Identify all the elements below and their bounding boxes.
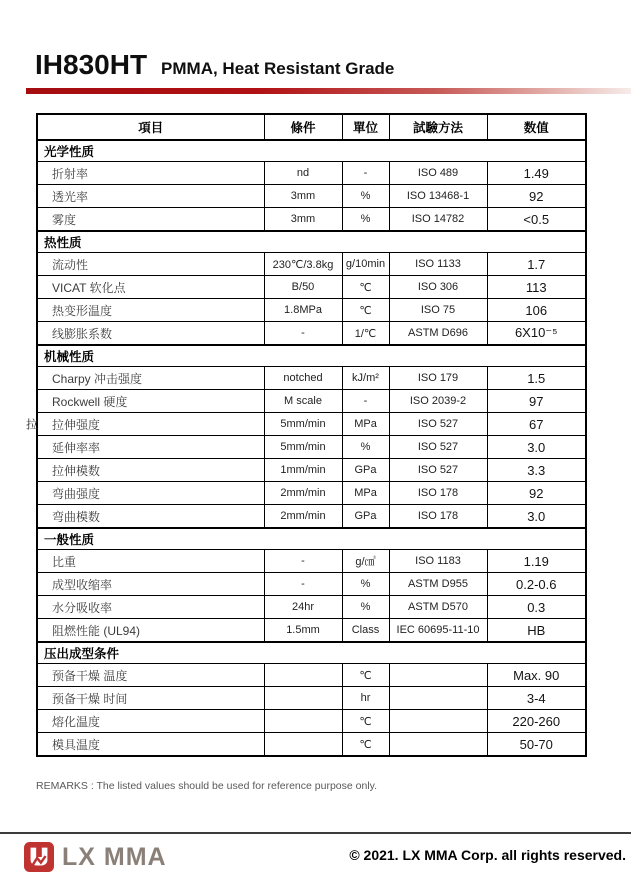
cell-method: ISO 75 bbox=[389, 299, 487, 322]
cell-item: 透光率 bbox=[37, 185, 264, 208]
cell-cond: - bbox=[264, 550, 342, 573]
table-row bbox=[37, 208, 586, 232]
section-title: 压出成型条件 bbox=[37, 642, 586, 664]
table-row bbox=[37, 276, 586, 299]
cell-cond: 2mm/min bbox=[264, 505, 342, 529]
cell-unit: hr bbox=[342, 687, 389, 710]
section-row bbox=[37, 140, 586, 162]
company-logo bbox=[24, 842, 167, 872]
cell-method: ISO 1133 bbox=[389, 253, 487, 276]
cell-method bbox=[389, 710, 487, 733]
cell-value: 0.3 bbox=[487, 596, 586, 619]
section-row bbox=[37, 528, 586, 550]
cell-unit: 1/℃ bbox=[342, 322, 389, 346]
grade-name: IH830HT bbox=[35, 49, 148, 80]
cell-item: 比重 bbox=[37, 550, 264, 573]
table-row bbox=[37, 505, 586, 529]
cell-cond: M scale bbox=[264, 390, 342, 413]
cell-unit: GPa bbox=[342, 505, 389, 529]
section-row bbox=[37, 642, 586, 664]
table-row bbox=[37, 367, 586, 390]
cell-value: 92 bbox=[487, 482, 586, 505]
section-row bbox=[37, 231, 586, 253]
cell-value: 3.0 bbox=[487, 436, 586, 459]
cell-unit: % bbox=[342, 596, 389, 619]
table-row bbox=[37, 185, 586, 208]
cell-unit: % bbox=[342, 436, 389, 459]
table-row bbox=[37, 596, 586, 619]
cell-value: HB bbox=[487, 619, 586, 643]
cell-cond: 230℃/3.8kg bbox=[264, 253, 342, 276]
cell-method: ISO 178 bbox=[389, 505, 487, 529]
table-row bbox=[37, 322, 586, 346]
cell-cond: 3mm bbox=[264, 185, 342, 208]
column-header-1: 條件 bbox=[264, 114, 342, 140]
page-title bbox=[35, 49, 394, 81]
copyright-text: © 2021. LX MMA Corp. all rights reserved. bbox=[349, 847, 626, 863]
cell-value: 1.49 bbox=[487, 162, 586, 185]
cell-unit: % bbox=[342, 185, 389, 208]
cell-item: 弯曲强度 bbox=[37, 482, 264, 505]
cell-value: 1.5 bbox=[487, 367, 586, 390]
cell-cond: 1mm/min bbox=[264, 459, 342, 482]
cell-cond: 3mm bbox=[264, 208, 342, 232]
cell-value: <0.5 bbox=[487, 208, 586, 232]
cell-cond: 5mm/min bbox=[264, 413, 342, 436]
cell-value: 92 bbox=[487, 185, 586, 208]
cell-value: 3.3 bbox=[487, 459, 586, 482]
cell-method: ISO 178 bbox=[389, 482, 487, 505]
table-row bbox=[37, 390, 586, 413]
cell-cond: nd bbox=[264, 162, 342, 185]
table-row bbox=[37, 573, 586, 596]
section-row bbox=[37, 345, 586, 367]
cell-cond bbox=[264, 664, 342, 687]
cell-method: IEC 60695-11-10 bbox=[389, 619, 487, 643]
section-title: 机械性质 bbox=[37, 345, 586, 367]
cell-unit: GPa bbox=[342, 459, 389, 482]
table-row bbox=[37, 253, 586, 276]
cell-item: 延伸率率 bbox=[37, 436, 264, 459]
cell-value: 3-4 bbox=[487, 687, 586, 710]
cell-method bbox=[389, 733, 487, 757]
cell-value: 97 bbox=[487, 390, 586, 413]
cell-method: ISO 14782 bbox=[389, 208, 487, 232]
cell-item: 阻燃性能 (UL94) bbox=[37, 619, 264, 643]
cell-item: 热变形温度 bbox=[37, 299, 264, 322]
cell-method: ISO 489 bbox=[389, 162, 487, 185]
cell-method: ISO 527 bbox=[389, 436, 487, 459]
table-header-row bbox=[37, 114, 586, 140]
cell-cond: 1.5mm bbox=[264, 619, 342, 643]
cell-method: ASTM D570 bbox=[389, 596, 487, 619]
cell-cond bbox=[264, 733, 342, 757]
section-title: 一般性质 bbox=[37, 528, 586, 550]
cell-method: ISO 527 bbox=[389, 413, 487, 436]
cell-cond: notched bbox=[264, 367, 342, 390]
cell-value: 3.0 bbox=[487, 505, 586, 529]
cell-method bbox=[389, 664, 487, 687]
lx-logo-icon bbox=[24, 842, 54, 872]
cell-cond: 5mm/min bbox=[264, 436, 342, 459]
cell-cond: - bbox=[264, 322, 342, 346]
section-title: 光学性质 bbox=[37, 140, 586, 162]
cell-cond: 2mm/min bbox=[264, 482, 342, 505]
table-row bbox=[37, 482, 586, 505]
cell-value: 50-70 bbox=[487, 733, 586, 757]
table-row bbox=[37, 162, 586, 185]
cell-item: 预备干燥 温度 bbox=[37, 664, 264, 687]
cell-unit: ℃ bbox=[342, 664, 389, 687]
table-row bbox=[37, 687, 586, 710]
table-row bbox=[37, 413, 586, 436]
table-row bbox=[37, 710, 586, 733]
cell-unit: - bbox=[342, 390, 389, 413]
cell-value: 220-260 bbox=[487, 710, 586, 733]
cell-value: 1.7 bbox=[487, 253, 586, 276]
column-header-4: 数值 bbox=[487, 114, 586, 140]
cell-cond bbox=[264, 687, 342, 710]
cell-cond: 1.8MPa bbox=[264, 299, 342, 322]
cell-item: 熔化温度 bbox=[37, 710, 264, 733]
table-row bbox=[37, 619, 586, 643]
cell-method: ISO 306 bbox=[389, 276, 487, 299]
cell-item: 拉伸模数 bbox=[37, 459, 264, 482]
cell-unit: % bbox=[342, 208, 389, 232]
footer-divider bbox=[0, 832, 631, 834]
cell-unit: ℃ bbox=[342, 733, 389, 757]
column-header-3: 試驗方法 bbox=[389, 114, 487, 140]
cell-method: ISO 1183 bbox=[389, 550, 487, 573]
cell-item: 拉 拉伸强度 bbox=[37, 413, 264, 436]
table-row bbox=[37, 299, 586, 322]
table-row bbox=[37, 459, 586, 482]
cell-unit: MPa bbox=[342, 482, 389, 505]
cell-unit: ℃ bbox=[342, 299, 389, 322]
cell-value: 0.2-0.6 bbox=[487, 573, 586, 596]
table-row bbox=[37, 664, 586, 687]
remarks-text: REMARKS : The listed values should be used for reference purpose only. bbox=[36, 780, 378, 792]
column-header-2: 單位 bbox=[342, 114, 389, 140]
cell-value: 1.19 bbox=[487, 550, 586, 573]
cell-value: 106 bbox=[487, 299, 586, 322]
cell-unit: MPa bbox=[342, 413, 389, 436]
cell-cond: - bbox=[264, 573, 342, 596]
grade-subtitle: PMMA, Heat Resistant Grade bbox=[161, 59, 395, 78]
cell-unit: kJ/m² bbox=[342, 367, 389, 390]
spec-table bbox=[26, 113, 587, 757]
cell-unit: ℃ bbox=[342, 276, 389, 299]
overflow-char: 拉 bbox=[26, 417, 39, 432]
cell-unit: Class bbox=[342, 619, 389, 643]
cell-unit: % bbox=[342, 573, 389, 596]
cell-method: ISO 179 bbox=[389, 367, 487, 390]
cell-item: 成型收缩率 bbox=[37, 573, 264, 596]
cell-unit: g/㎤ bbox=[342, 550, 389, 573]
cell-item: VICAT 软化点 bbox=[37, 276, 264, 299]
cell-item: 弯曲模数 bbox=[37, 505, 264, 529]
cell-unit: g/10min bbox=[342, 253, 389, 276]
cell-method: ISO 2039-2 bbox=[389, 390, 487, 413]
cell-value: Max. 90 bbox=[487, 664, 586, 687]
cell-item: Charpy 冲击强度 bbox=[37, 367, 264, 390]
cell-cond bbox=[264, 710, 342, 733]
table-row bbox=[37, 550, 586, 573]
cell-unit: ℃ bbox=[342, 710, 389, 733]
table-row bbox=[37, 436, 586, 459]
section-title: 热性质 bbox=[37, 231, 586, 253]
cell-item: 流动性 bbox=[37, 253, 264, 276]
cell-value: 113 bbox=[487, 276, 586, 299]
cell-item: 模具温度 bbox=[37, 733, 264, 757]
cell-item: 线膨胀系数 bbox=[37, 322, 264, 346]
logo-wordmark: LX MMA bbox=[62, 842, 167, 871]
cell-value: 67 bbox=[487, 413, 586, 436]
cell-cond: 24hr bbox=[264, 596, 342, 619]
title-accent-bar bbox=[26, 88, 631, 94]
column-header-0: 項目 bbox=[37, 114, 264, 140]
table-row bbox=[37, 733, 586, 757]
cell-unit: - bbox=[342, 162, 389, 185]
cell-item: 雾度 bbox=[37, 208, 264, 232]
cell-method: ISO 527 bbox=[389, 459, 487, 482]
cell-value: 6X10⁻⁵ bbox=[487, 322, 586, 346]
cell-cond: B/50 bbox=[264, 276, 342, 299]
cell-item: 水分吸收率 bbox=[37, 596, 264, 619]
cell-method bbox=[389, 687, 487, 710]
cell-method: ASTM D955 bbox=[389, 573, 487, 596]
cell-item: Rockwell 硬度 bbox=[37, 390, 264, 413]
cell-method: ISO 13468-1 bbox=[389, 185, 487, 208]
spec-table-body bbox=[26, 114, 586, 756]
cell-item: 折射率 bbox=[37, 162, 264, 185]
cell-method: ASTM D696 bbox=[389, 322, 487, 346]
cell-item: 预备干燥 时间 bbox=[37, 687, 264, 710]
